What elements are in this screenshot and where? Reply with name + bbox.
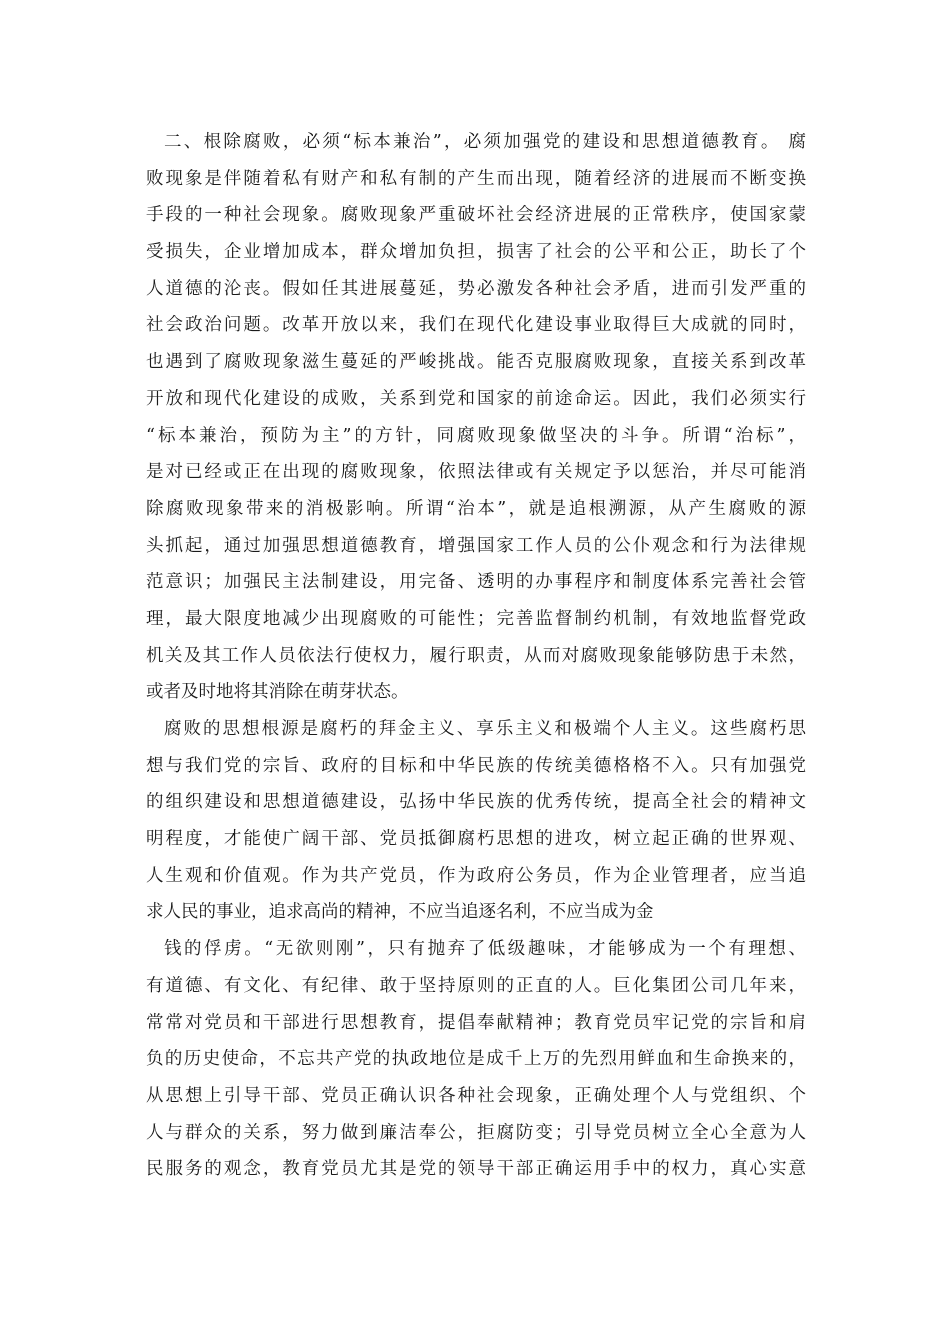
paragraph-1 (146, 124, 806, 711)
text-line: 头抓起，通过加强思想道德教育，增强国家工作人员的公仆观念和行为法律规 (146, 535, 806, 556)
document-body (146, 124, 806, 1188)
text-line: 负的历史使命，不忘共产党的执政地位是成千上万的先烈用鲜血和生命换来的， (146, 1049, 806, 1070)
text-line: 机关及其工作人员依法行使权力，履行职责，从而对腐败现象能够防患于未然， (146, 645, 806, 666)
text-line: 开放和现代化建设的成败，关系到党和国家的前途命运。因此，我们必须实行 (146, 388, 806, 409)
text-line: 社会政治问题。改革开放以来，我们在现代化建设事业取得巨大成就的同时， (146, 315, 806, 336)
text-line: 除腐败现象带来的消极影响。所谓“治本”，就是追根溯源，从产生腐败的源 (146, 498, 806, 519)
text-line: 手段的一种社会现象。腐败现象严重破坏社会经济进展的正常秩序，使国家蒙 (146, 205, 806, 226)
text-line: 人道德的沦丧。假如任其进展蔓延，势必激发各种社会矛盾，进而引发严重的 (146, 278, 806, 299)
text-line: 的组织建设和思想道德建设，弘扬中华民族的优秀传统，提高全社会的精神文 (146, 792, 806, 813)
text-line: 民服务的观念，教育党员尤其是党的领导干部正确运用手中的权力，真心实意 (146, 1159, 806, 1180)
text-line: 二、根除腐败，必须“标本兼治”，必须加强党的建设和思想道德教育。 腐 (164, 132, 806, 152)
paragraph-2 (146, 711, 806, 931)
text-line: 范意识；加强民主法制建设，用完备、透明的办事程序和制度体系完善社会管 (146, 572, 806, 593)
text-line: 或者及时地将其消除在萌芽状态。 (146, 682, 409, 703)
text-line: 也遇到了腐败现象滋生蔓延的严峻挑战。能否克服腐败现象，直接关系到改革 (146, 352, 806, 373)
text-line: 理，最大限度地减少出现腐败的可能性；完善监督制约机制，有效地监督党政 (146, 608, 806, 629)
text-line: 是对已经或正在出现的腐败现象，依照法律或有关规定予以惩治，并尽可能消 (146, 462, 806, 483)
text-line: 常常对党员和干部进行思想教育，提倡奉献精神；教育党员牢记党的宗旨和肩 (146, 1012, 806, 1033)
text-line: 败现象是伴随着私有财产和私有制的产生而出现，随着经济的进展而不断变换 (146, 168, 806, 189)
text-line: 人与群众的关系，努力做到廉洁奉公，拒腐防变；引导党员树立全心全意为人 (146, 1122, 806, 1143)
text-line: 明程度，才能使广阔干部、党员抵御腐朽思想的进攻，树立起正确的世界观、 (146, 829, 806, 850)
text-line: 想与我们党的宗旨、政府的目标和中华民族的传统美德格格不入。只有加强党 (146, 755, 806, 776)
text-line: 受损失，企业增加成本，群众增加负担，损害了社会的公平和公正，助长了个 (146, 242, 806, 263)
text-line: 人生观和价值观。作为共产党员，作为政府公务员，作为企业管理者，应当追 (146, 865, 806, 886)
paragraph-3 (146, 931, 806, 1188)
text-line: 有道德、有文化、有纪律、敢于坚持原则的正直的人。巨化集团公司几年来， (146, 975, 806, 996)
text-line: 腐败的思想根源是腐朽的拜金主义、享乐主义和极端个人主义。这些腐朽思 (164, 719, 806, 739)
text-line: 求人民的事业，追求高尚的精神，不应当追逐名利，不应当成为金 (146, 902, 654, 923)
text-line: 钱的俘虏。“无欲则刚”，只有抛弃了低级趣味，才能够成为一个有理想、 (164, 939, 806, 960)
text-line: 从思想上引导干部、党员正确认识各种社会现象，正确处理个人与党组织、个 (146, 1085, 806, 1106)
text-line: “标本兼治，预防为主”的方针，同腐败现象做坚决的斗争。所谓“治标”， (146, 425, 806, 446)
